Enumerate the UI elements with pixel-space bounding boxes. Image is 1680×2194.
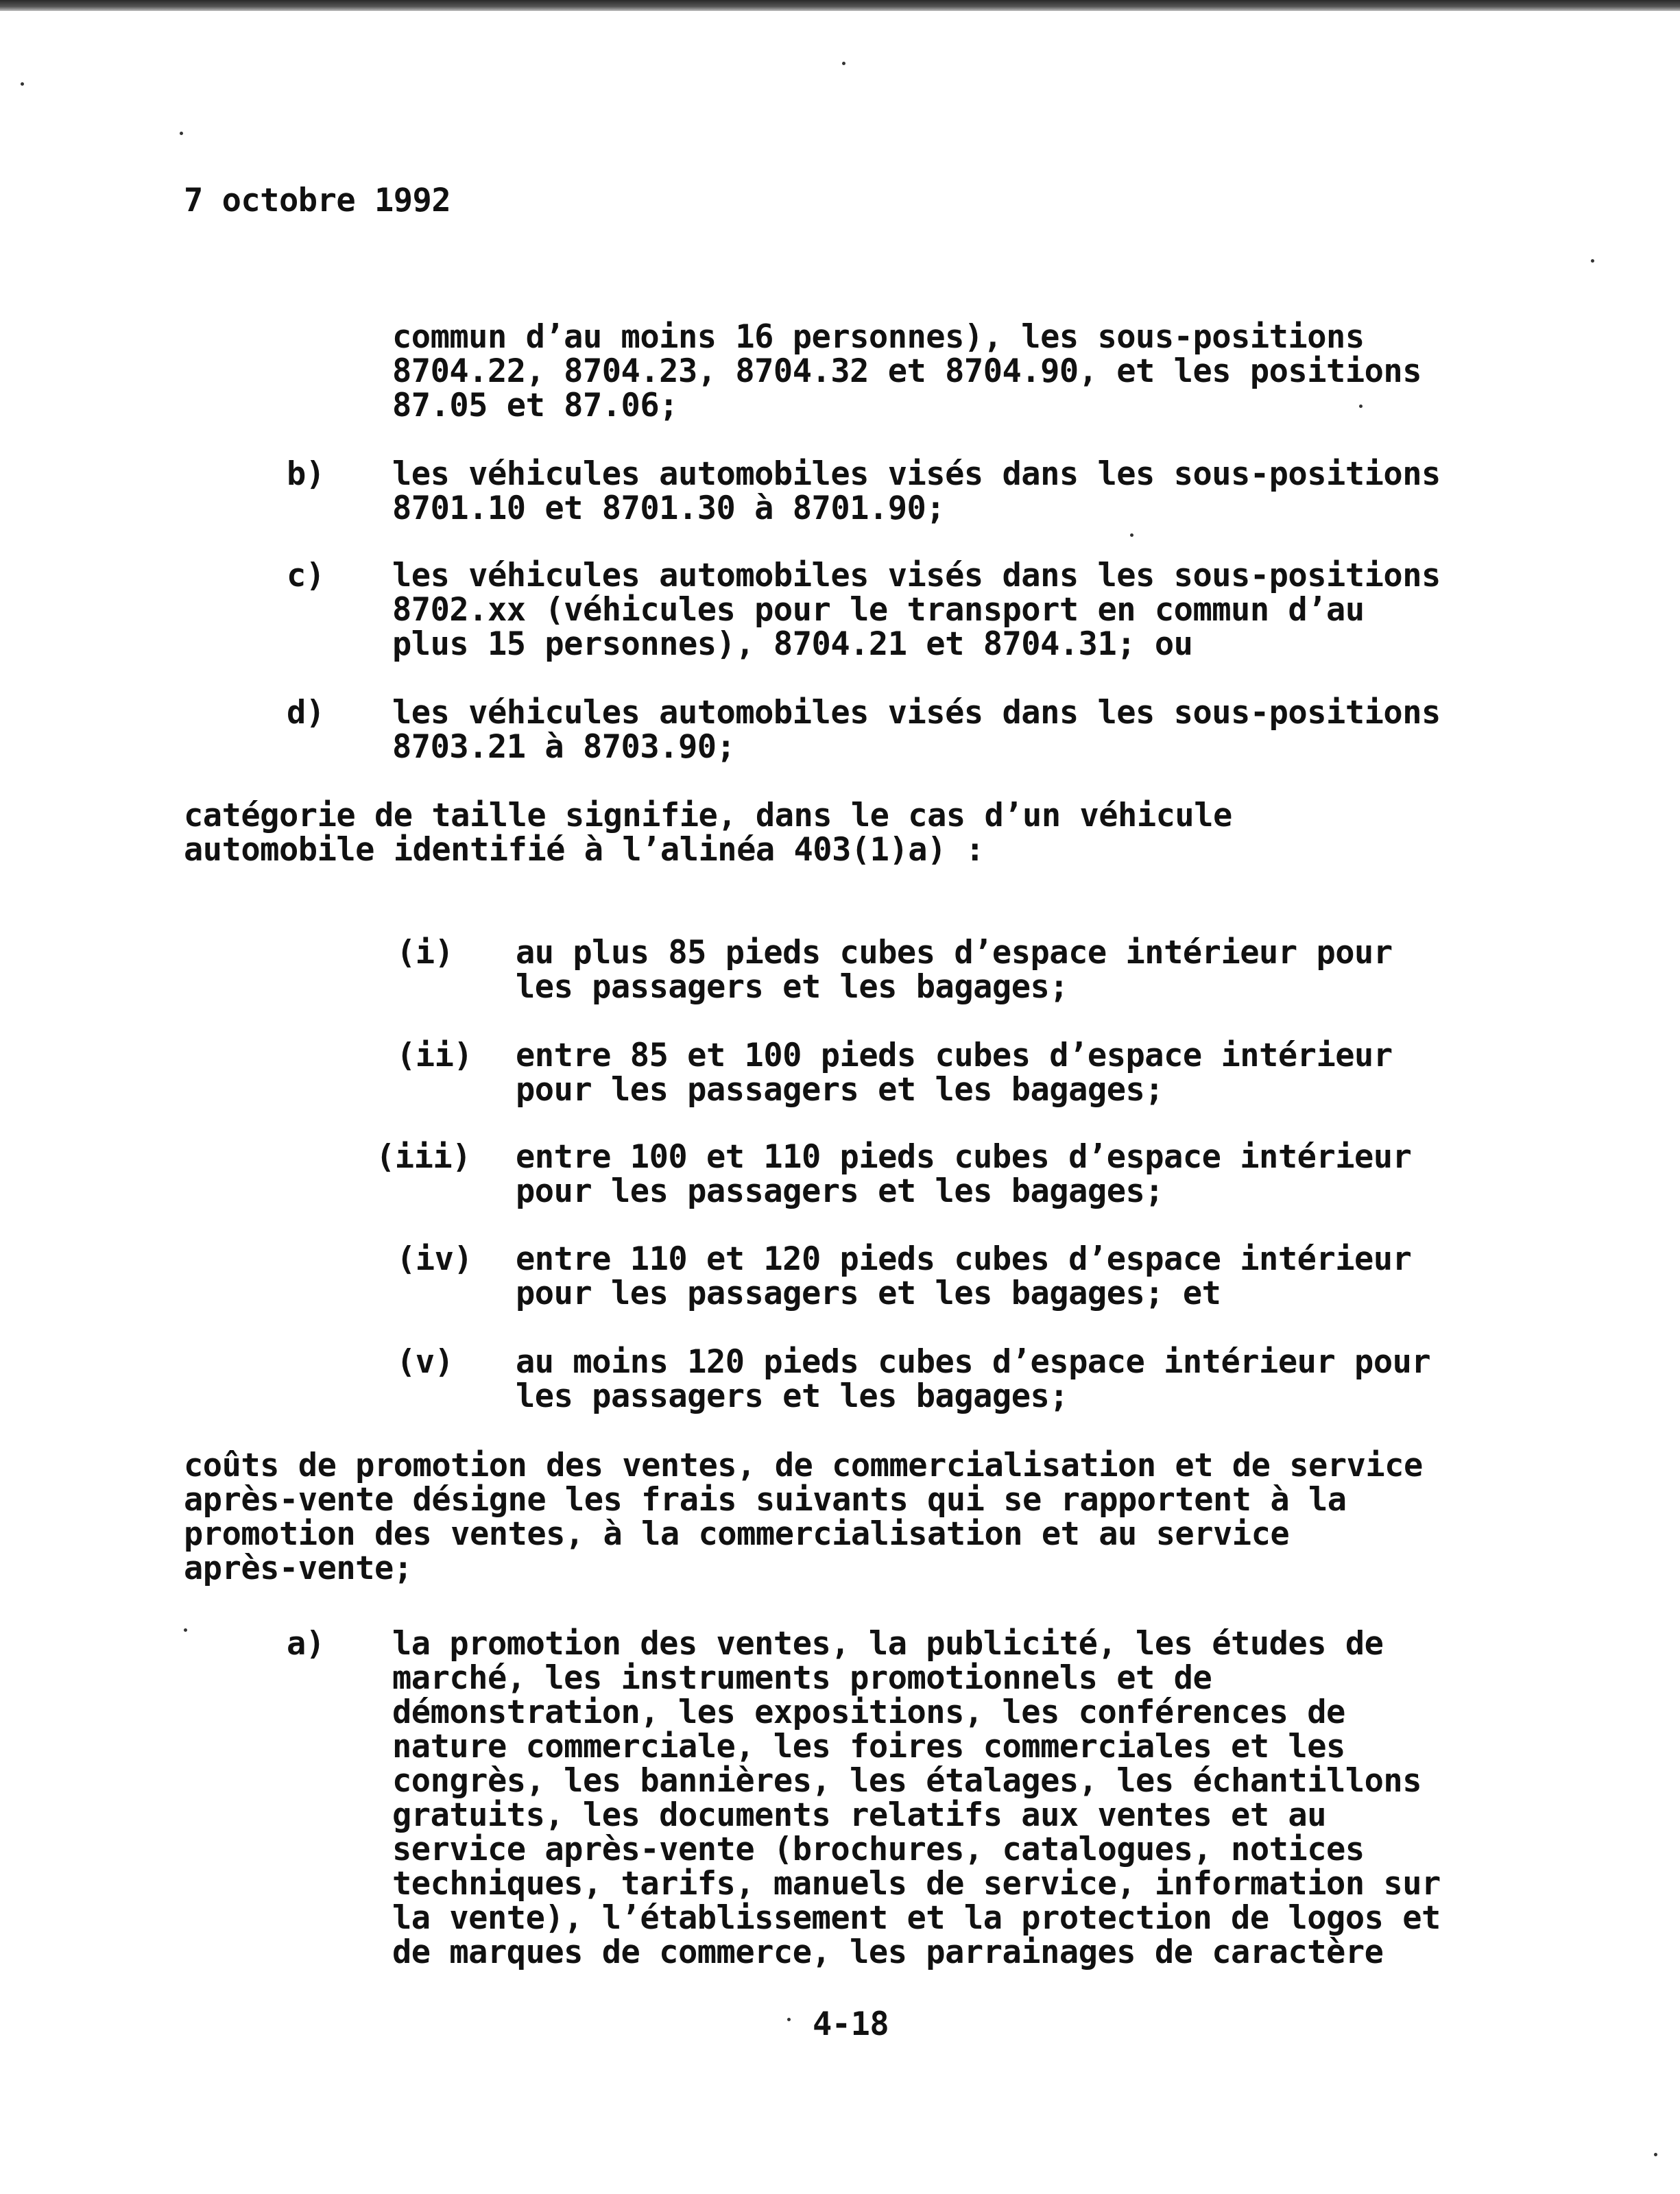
list-item-text: techniques, tarifs, manuels de service, information sur — [392, 1865, 1441, 1903]
list-item-text: congrès, les bannières, les étalages, les échantillons — [392, 1762, 1422, 1800]
list-item-text: service après-vente (brochures, catalogues, notices — [392, 1831, 1365, 1868]
scan-speck — [1130, 533, 1133, 537]
defined-term: catégorie de taille — [184, 797, 547, 834]
definition-line — [184, 1483, 1347, 1517]
sublist-item-label: (v) — [396, 1343, 454, 1381]
list-item-text: de marques de commerce, les parrainages de caractère — [392, 1933, 1384, 1971]
scan-speck — [21, 82, 24, 86]
list-item-text: nature commerciale, les foires commerciales et les — [392, 1728, 1345, 1765]
document-date: 7 octobre 1992 — [184, 182, 451, 219]
sublist-item-text: entre 85 et 100 pieds cubes d’espace intérieur — [516, 1037, 1393, 1074]
definition-line: automobile identifié à l’alinéa 403(1)a) : — [184, 831, 985, 869]
list-item-label: a) — [287, 1625, 325, 1663]
list-item-text: les véhicules automobiles visés dans les sous-positions — [392, 694, 1441, 732]
sublist-item-label: (ii) — [396, 1037, 473, 1074]
list-item-text: 8702.xx (véhicules pour le transport en commun d’au — [392, 591, 1365, 629]
defined-term: après-vente — [184, 1481, 394, 1519]
sublist-item-text: au moins 120 pieds cubes d’espace intérieur pour — [516, 1343, 1431, 1381]
list-item-text: 8703.21 à 8703.90; — [392, 728, 736, 766]
scan-speck — [842, 62, 845, 65]
scan-speck — [1654, 2153, 1657, 2156]
sublist-item-text: pour les passagers et les bagages; — [516, 1172, 1164, 1210]
list-item-label: b) — [287, 455, 325, 493]
list-item-text: les véhicules automobiles visés dans les sous-positions — [392, 557, 1441, 594]
scan-speck — [180, 132, 183, 135]
list-item-text: marché, les instruments promotionnels et de — [392, 1659, 1212, 1697]
sublist-item-text: au plus 85 pieds cubes d’espace intérieur pour — [516, 934, 1393, 972]
scan-speck — [787, 2018, 791, 2021]
scan-speck — [1359, 405, 1363, 408]
sublist-item-text: les passagers et les bagages; — [516, 968, 1069, 1006]
list-item-text: plus 15 personnes), 8704.21 et 8704.31; ou — [392, 625, 1193, 663]
continuation-line: 8704.22, 8704.23, 8704.32 et 8704.90, et les positions — [392, 352, 1422, 390]
sublist-item-label: (iii) — [376, 1138, 471, 1176]
sublist-item-text: entre 110 et 120 pieds cubes d’espace intérieur — [516, 1240, 1412, 1278]
list-item-label: d) — [287, 694, 325, 732]
sublist-item-text: pour les passagers et les bagages; — [516, 1071, 1164, 1109]
scan-speck — [1591, 259, 1594, 263]
definition-text: signifie, dans le cas d’un véhicule — [546, 797, 1232, 834]
sublist-item-text: entre 100 et 110 pieds cubes d’espace intérieur — [516, 1138, 1412, 1176]
list-item-text: 8701.10 et 8701.30 à 8701.90; — [392, 490, 946, 527]
defined-term: coûts de promotion des ventes, de commercialisation et de service — [184, 1447, 1423, 1484]
sublist-item-label: (i) — [396, 934, 454, 972]
definition-line: après-vente; — [184, 1550, 413, 1587]
continuation-line: commun d’au moins 16 personnes), les sous-positions — [392, 318, 1365, 356]
definition-line: promotion des ventes, à la commercialisation et au service — [184, 1515, 1290, 1553]
definition-text: désigne les frais suivants qui se rapportent à la — [393, 1481, 1347, 1519]
list-item-text: démonstration, les expositions, les conférences de — [392, 1693, 1345, 1731]
list-item-text: les véhicules automobiles visés dans les sous-positions — [392, 455, 1441, 493]
sublist-item-text: les passagers et les bagages; — [516, 1377, 1069, 1415]
list-item-text: la vente), l’établissement et la protection de logos et — [392, 1899, 1441, 1937]
continuation-line: 87.05 et 87.06; — [392, 387, 678, 424]
list-item-text: gratuits, les documents relatifs aux ventes et au — [392, 1796, 1327, 1834]
scan-speck — [184, 1628, 187, 1632]
sublist-item-text: pour les passagers et les bagages; et — [516, 1275, 1221, 1312]
list-item-text: la promotion des ventes, la publicité, les études de — [392, 1625, 1384, 1663]
list-item-label: c) — [287, 557, 325, 594]
page-number: 4-18 — [813, 2005, 889, 2043]
sublist-item-label: (iv) — [396, 1240, 473, 1278]
definition-line — [184, 799, 1232, 833]
